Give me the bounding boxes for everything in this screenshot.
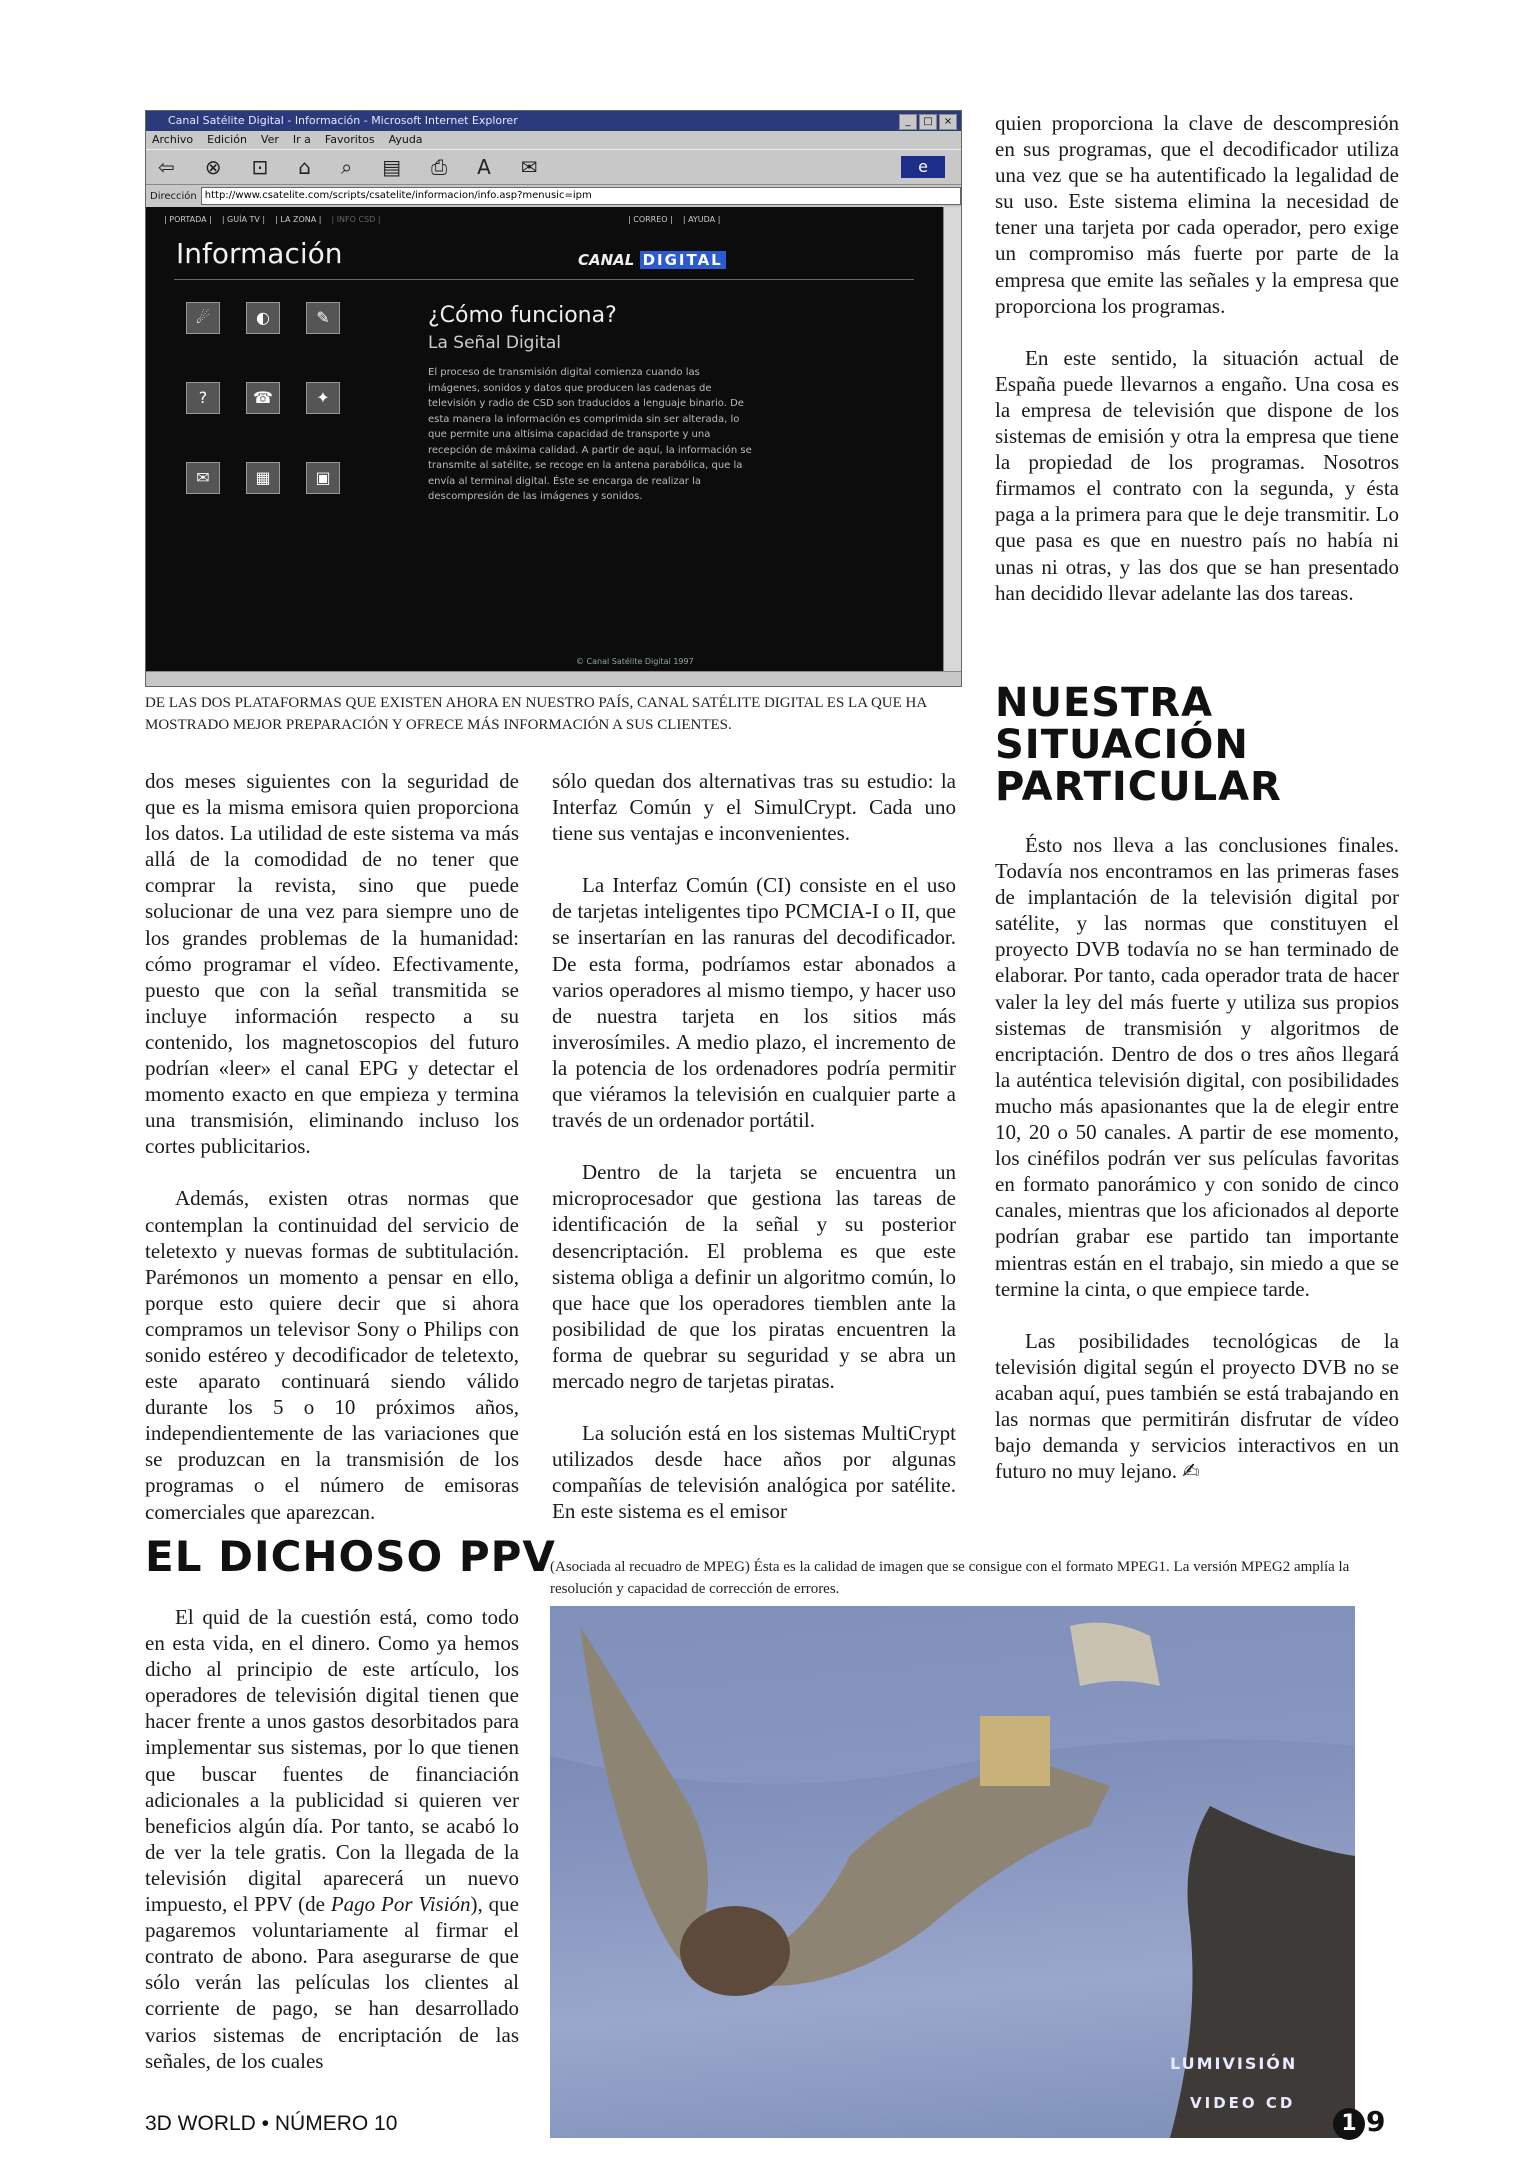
mail-icon: ✉ [520,155,538,179]
back-arrow-icon: ⇦ [158,155,175,179]
site-title: Información [176,237,343,270]
photo-caption: (Asociada al recuadro de MPEG) Ésta es la calidad de imagen que se consigue con el formato MPEG1. La versión MPEG2 amplía la resolución y capacidad de corrección de errores. [550,1559,1350,1597]
site-divider [174,279,914,280]
second-figure [1170,1806,1355,2138]
col1-paragraph-2: Además, existen otras normas que contemplan la continuidad del servicio de teletexto y nuevas formas de subtitulación. Parémonos un momento a pensar en ello, porque esto quiere decir que si ahora compramos un televisor Sony o Philips con sonido estéreo y decodificador de teletexto, este aparato continuará siendo válido durante los 5 o 10 próximos años, independientemente de las variaciones que se produzcan en la transmisión de los programas o el número de emisoras comerciales que aparezcan. [145,1186,519,1524]
refresh-icon: ⊡ [251,155,269,179]
col1-paragraph-1: dos meses siguientes con la seguridad de que es la misma emisora quien proporciona los datos. La utilidad de este sistema va más allá de la comodidad de no tener que comprar la revista, sino que puede solucionar de una vez para siempre uno de los grandes problemas de la humanidad: cómo programar el vídeo. Efectivamente, puesto que con la señal transmitida se incluye información respecto a su contenido, los magnetoscopios del futuro podrían «leer» el canal EPG y detectar el momento exacto en que empieza y termina una transmisión, eliminando incluso los cortes publicitarios. [145,769,519,1159]
browser-screenshot-figure [145,110,962,687]
buscar-icon: ▦ [246,462,280,494]
site-body-text: El proceso de transmisión digital comienza cuando las imágenes, sonidos y datos que producen las cadenas de televisión y radio de CSD son traducidos a lenguaje binario. De esta manera la información es comprimida sin ser alterada, lo que permite una altísima capacidad de transporte y una recepción de máxima calidad. A partir de aquí, la información se transmite al satélite, se recoge en la antena parabólica, que la envía al terminal digital. Éste se encarga de realizar la descompresión de las imágenes y sonidos. [428,367,752,502]
heading-situacion [995,682,1282,808]
box-object [980,1716,1050,1786]
canal-digital-logo [578,251,726,269]
address-bar [146,185,961,208]
minimize-icon: _ [899,114,917,130]
address-label: Dirección [150,190,197,202]
col2-paragraph-3: Dentro de la tarjeta se encuentra un microprocesador que gestiona las tareas de identificación de la señal y su posterior desencriptación. El problema es que este sistema obliga a definir un algoritmo común, lo que hace que los operadores tiemblen ante la posibilidad de que los piratas encuentren la forma de quebrar su seguridad y se abra un mercado negro de tarjetas piratas. [552,1160,956,1393]
page-number-rest: 9 [1366,2105,1386,2138]
site-nav-la-zona: | LA ZONA | [275,215,322,224]
menu-item-ver: Ver [260,133,279,146]
font-icon: A [477,155,491,179]
col3-paragraph-2: En este sentido, la situación actual de España puede llevarnos a engaño. Una cosa es la empresa de televisión que dispone de los sistemas de emisión y otra la empresa que tiene la propiedad de los programas. Nosotros firmamos el contrato con la segunda, y ésta paga a la primera para que le deje transmitir. Lo que pasa es que en nuestro país no había ni unas ni otras, y las dos que se han presentado han decidido llevar adelante las dos tareas. [995,345,1399,605]
column-1-ppv [145,1604,519,2074]
site-nav-info-csd: | INFO CSD | [331,215,381,224]
column-3b [995,832,1399,1484]
col3b-paragraph-2-text: Las posibilidades tecnológicas de la televisión digital según el proyecto DVB no se acaban aquí, pues también se está trabajando en las normas que permitirán disfrutar de vídeo bajo demanda y servicios interactivos en un futuro no muy lejano. [995,1328,1399,1484]
menu-item-archivo: Archivo [152,133,194,146]
press-icon: ✉ [186,462,220,494]
brand-prefix: CANAL [578,251,635,269]
offer-icon: ✦ [306,382,340,414]
address-input: http://www.csatelite.com/scripts/csatelite/informacion/info.asp?menusic=ipm [201,187,961,205]
column-2 [552,768,956,1524]
menu-item-ayuda: Ayuda [388,133,423,146]
site-nav-portada: | PORTADA | [164,215,212,224]
site-nav-ayuda: | AYUDA | [682,215,721,224]
column-1 [145,768,519,1525]
site-subheading: La Señal Digital [428,333,561,353]
col2-paragraph-4: La solución está en los sistemas MultiCrypt utilizados desde hace años por algunas compañías de televisión analógica por satélite. En este sistema es el emisor [552,1421,956,1524]
maximize-icon: □ [919,114,937,130]
heading-situacion-line-1: NUESTRA [995,680,1214,726]
sky-haze [550,1606,1355,1784]
print-icon: ⎙ [431,155,448,179]
window-controls [899,114,957,130]
magazine-footer: 3D WORLD • NÚMERO 10 [145,2112,398,2135]
ppv-paragraph [145,1604,519,2074]
website-content [146,207,943,672]
menu-item-ir-a: Ir a [292,133,311,146]
site-nav-correo: | CORREO | [628,215,673,224]
end-mark-icon: ✍ [1182,1459,1200,1484]
questions-icon: ? [186,382,220,414]
menu-item-edicion: Edición [207,133,247,146]
site-nav-left [164,215,381,224]
watermark-video-cd: VIDEO CD [1190,2094,1296,2112]
ppv-text: El quid de la cuestión está, como todo en esta vida, en el dinero. Como ya hemos dicho al principio de este artículo, los operadores de televisión digital tienen que hacer frente a unos gastos desorbitados para implementar sus sistemas, por lo que tienen que buscar fuentes de financiación adicionales a la publicidad si quieren ver beneficios algún día. Por tanto, se acabó lo de ver la tele gratis. Con la llegada de la televisión digital aparecerá un nuevo impuesto, el PPV (de [145,1605,519,1917]
col3b-paragraph-2 [995,1328,1399,1485]
video-frame-photo [550,1606,1355,2138]
heading-ppv: EL DICHOSO PPV [145,1532,556,1581]
heading-situacion-line-3: PARTICULAR [995,764,1282,810]
site-nav-right [628,215,720,224]
stop-icon: ⊗ [204,155,222,179]
heading-situacion-line-2: SITUACIÓN [995,722,1249,768]
site-nav-guia-tv: | GUÍA TV | [221,215,266,224]
vertical-scrollbar [943,207,961,672]
satellite-icon: ☄ [186,302,220,334]
directory-icon: ▣ [306,462,340,494]
ppv-italic: Pago Por Visión [330,1892,471,1917]
watermark-lumivision: LUMIVISIÓN [1170,2054,1298,2073]
skydiver-head [680,1906,790,1996]
contact-icon: ☎ [246,382,280,414]
ppv-text-2: ), que pagaremos voluntariamente al firmar el contrato de abono. Para asegurarse de que sólo verán las películas los clientes al corriente de pago, se han desarrollado varios sistemas de encriptación de las señales, de los cuales [145,1892,519,2073]
column-3 [995,110,1399,606]
dish-icon: ◐ [246,302,280,334]
subscription-icon: ✎ [306,302,340,334]
brand-digital: DIGITAL [640,251,726,269]
col2-paragraph-2: La Interfaz Común (CI) consiste en el uso de tarjetas inteligentes tipo PCMCIA-I o II, que se insertarían en las ranuras del decodificador. De esta forma, podríamos estar abonados a varios operadores al mismo tiempo, y hacer uso de nuestra tarjeta en los sitios más inverosímiles. A medio plazo, el incremento de la potencia de los ordenadores podría permitir que viéramos la televisión en cualquier parte a través de un ordenador portátil. [552,873,956,1133]
home-icon: ⌂ [298,155,311,179]
history-icon: ▤ [382,155,402,179]
col3-paragraph-1: quien proporciona la clave de descompresión en sus programas, que el decodificador utiliza una vez que se ha autentificado la legalidad de su uso. Este sistema elimina la necesidad de tener una tarjeta por cada operador, pero exige un compromiso más fuerte por parte de la empresa que emite las señales y la empresa que proporciona los programas. [995,111,1399,318]
site-icon-grid [186,302,366,494]
menu-bar [146,131,961,149]
col3b-paragraph-1: Ésto nos lleva a las conclusiones finales. Todavía nos encontramos en las primeras fases de implantación de la televisión digital por satélite, y las normas que constituyen el proyecto DVB todavía no se han terminado de elaborar. Por tanto, cada operador trata de hacer valer la ley del más fuerte y utiliza sus propios sistemas de transmisión y algoritmos de encriptación. Dentro de dos o tres años llegará la auténtica televisión digital, con posibilidades mucho más apasionantes que la de elegir entre 10, 20 o 50 canales. A partir de ese momento, los cinéfilos podrán ver sus películas favoritas en formato panorámico y con sonido de cinco canales, mientras que los aficionados al deporte podrían grabar ese partido tan importante mientras están en el trabajo, sin miedo a que se termine la cinta, o que empiece tarde. [995,833,1399,1301]
ie-logo-icon: e [901,156,945,178]
site-footer: © Canal Satélite Digital 1997 [576,657,694,666]
search-icon: ⌕ [341,155,353,179]
window-title: Canal Satélite Digital - Información - Microsoft Internet Explorer [168,114,518,127]
close-icon: × [939,114,957,130]
screenshot-caption: DE LAS DOS PLATAFORMAS QUE EXISTEN AHORA EN NUESTRO PAÍS, CANAL SATÉLITE DIGITAL ES LA QUE HA MOSTRADO MEJOR PREPARACIÓN Y OFRECE MÁS INFORMACIÓN A SUS CLIENTES. [145,695,927,733]
page-number-badge: 1 [1333,2108,1365,2140]
browser-toolbar [146,149,961,185]
col2-paragraph-1: sólo quedan dos alternativas tras su estudio: la Interfaz Común y el SimulCrypt. Cada uno tiene sus ventajas e inconvenientes. [552,769,956,846]
menu-item-favoritos: Favoritos [324,133,375,146]
status-bar [146,671,961,686]
site-heading: ¿Cómo funciona? [428,303,617,328]
window-titlebar [146,111,961,131]
